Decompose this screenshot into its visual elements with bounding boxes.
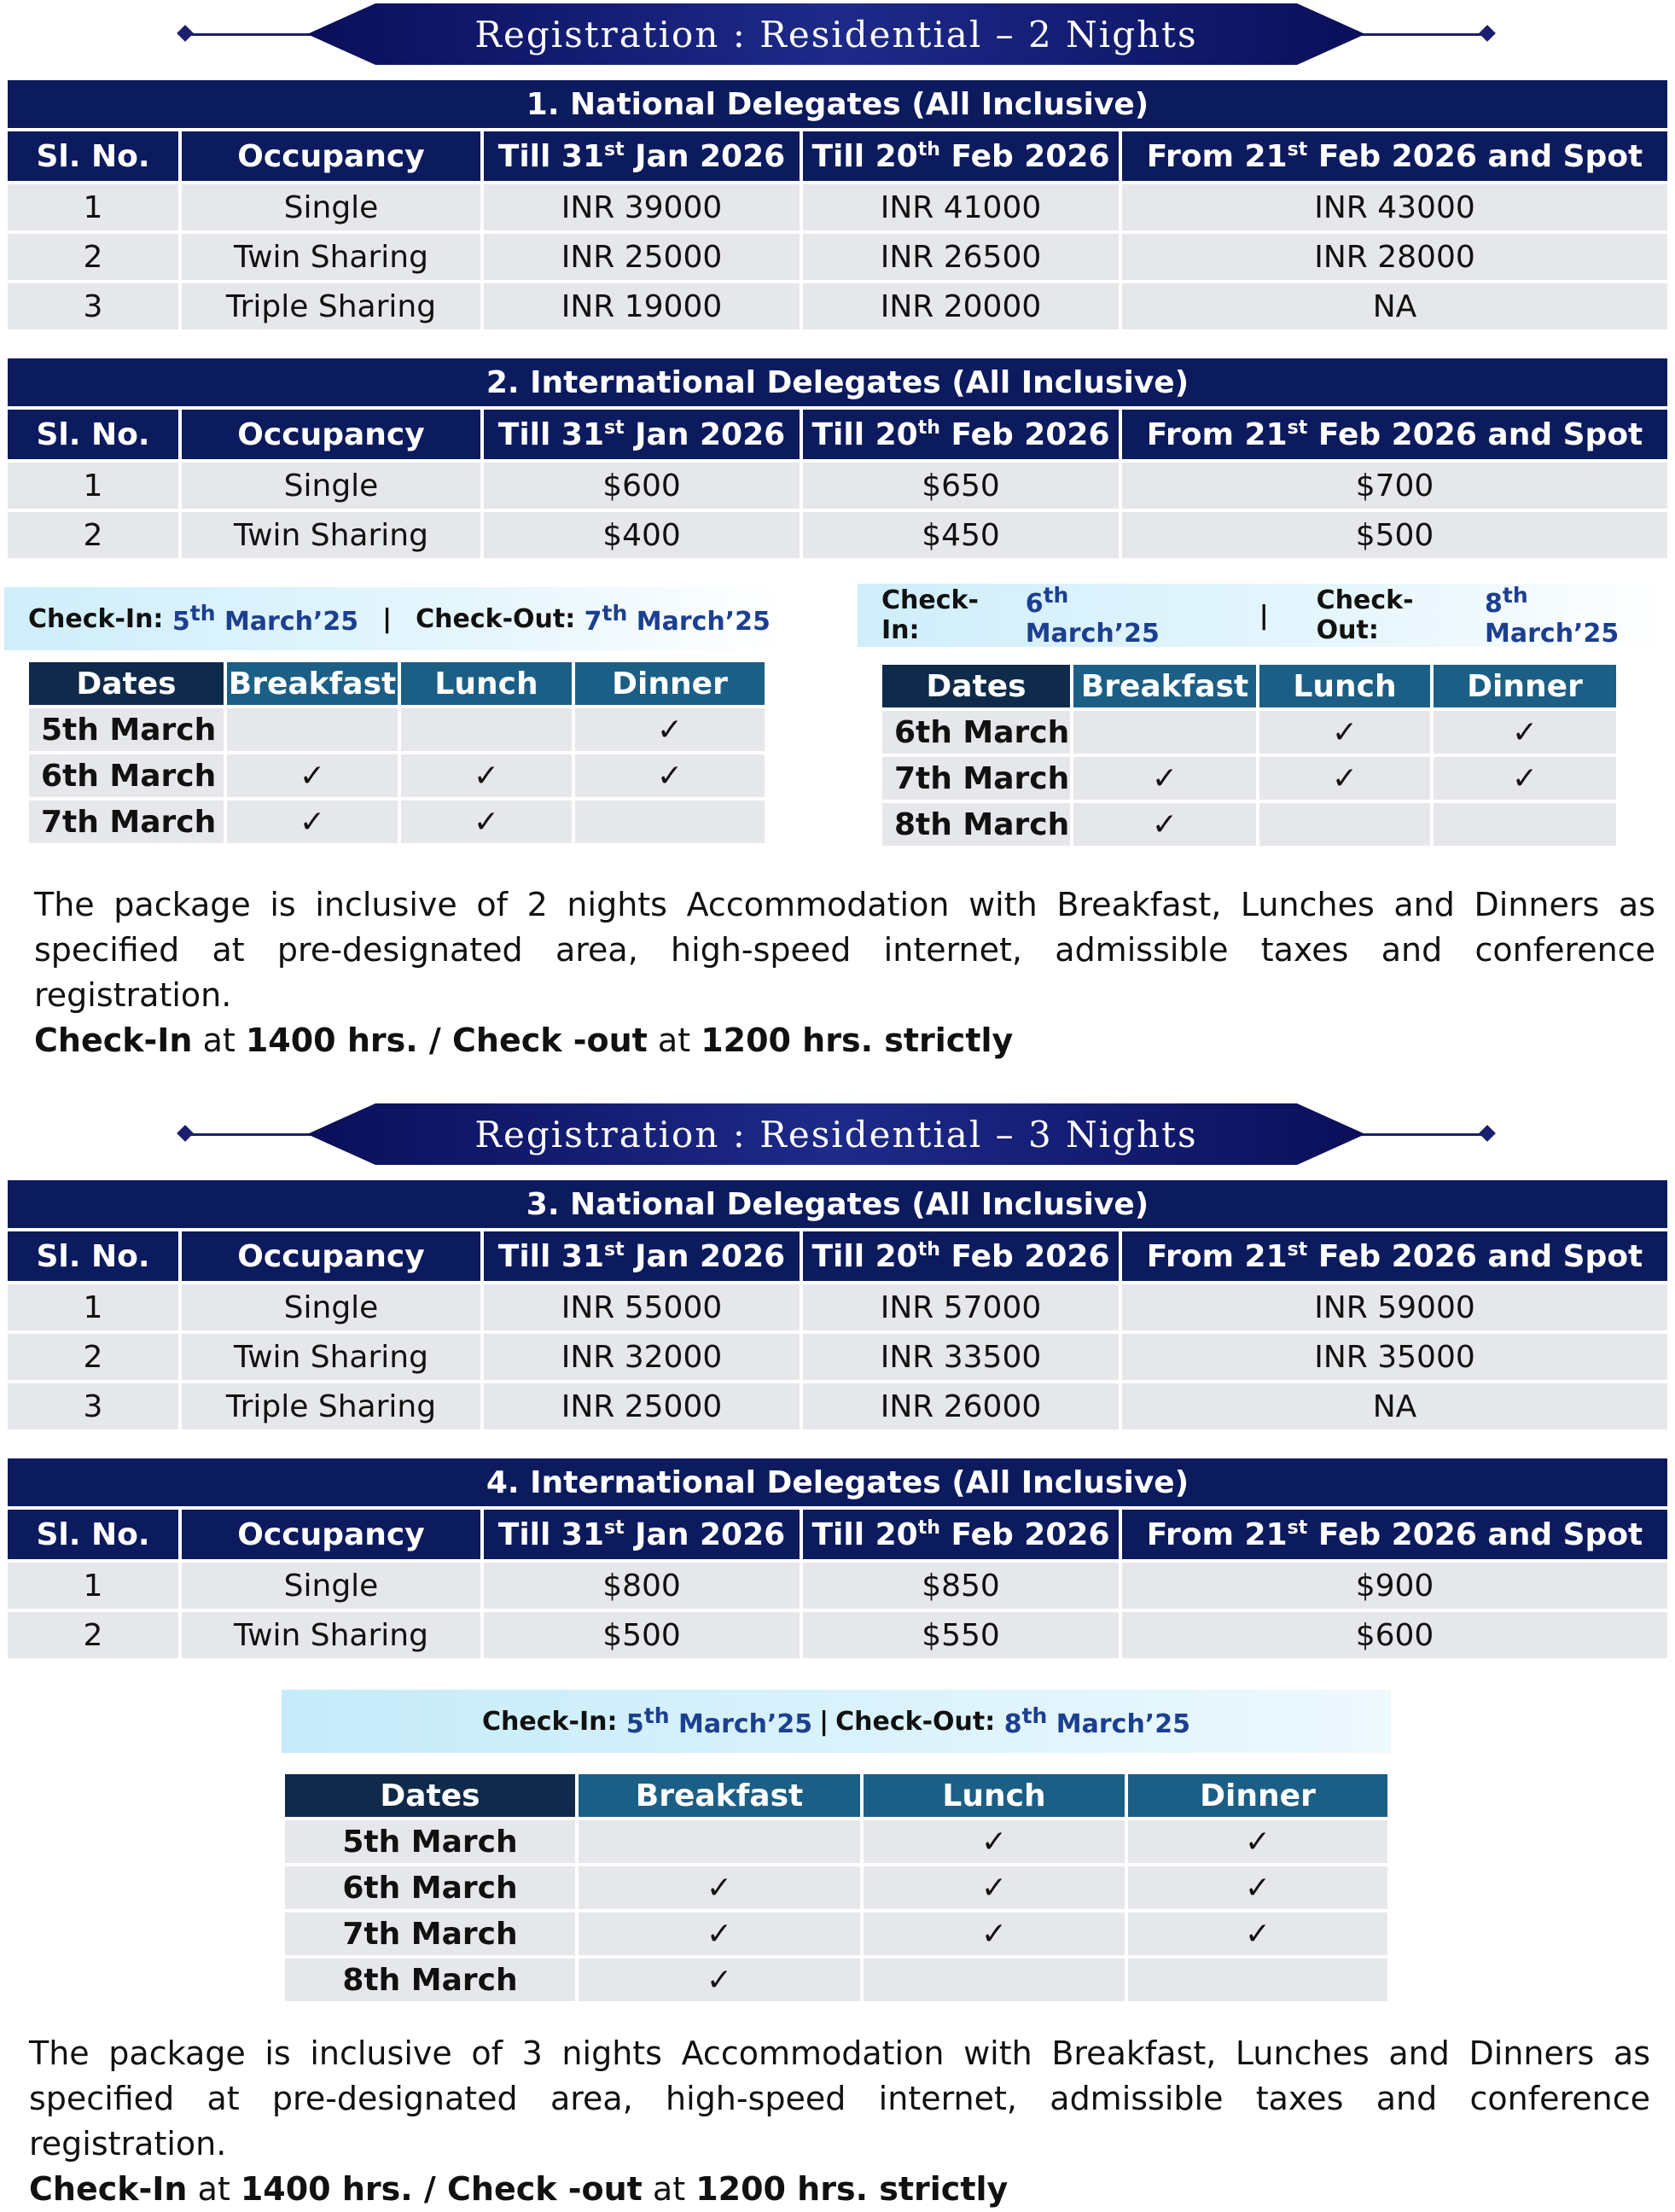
header-lunch: Lunch — [1259, 665, 1430, 707]
table-row — [8, 1284, 1667, 1330]
header-slno: Sl. No. — [8, 1510, 178, 1559]
table-row — [8, 234, 1667, 280]
cell-price: INR 33500 — [803, 1334, 1119, 1380]
cell-slno: 2 — [8, 234, 178, 280]
check-icon — [1128, 1959, 1387, 2001]
header-occupancy: Occupancy — [182, 1231, 480, 1281]
check-icon: ✓ — [864, 1820, 1125, 1863]
international-delegates-3n-table — [4, 1455, 1671, 1662]
check-icon: ✓ — [1128, 1912, 1387, 1955]
cell-date: 7th March — [29, 800, 224, 843]
package-note: The package is inclusive of 3 nights Accommodation with Breakfast, Lunches and Dinners as specified at pre-designated area, high-speed internet, admissible taxes and conference registration. Check-In at 1400 hrs. / Check -out at 1200 hrs. strictly — [29, 2034, 1650, 2208]
header-till-jan: Till 31st Jan 2026 — [484, 410, 800, 459]
cell-slno: 2 — [8, 512, 178, 558]
cell-price: INR 20000 — [803, 283, 1119, 329]
checkin-checkout-bar: Check-In: 5th March’25 | Check-Out: 7th March’25 — [4, 587, 785, 650]
checkin-checkout-bar: Check-In: 6th March’25 | Check-Out: 8th March’25 — [858, 584, 1671, 647]
check-icon: ✓ — [401, 754, 572, 797]
header-breakfast: Breakfast — [1073, 665, 1256, 707]
check-icon: ✓ — [579, 1959, 860, 2001]
check-icon — [1434, 803, 1616, 846]
cell-price: INR 55000 — [484, 1284, 800, 1330]
header-till-jan: Till 31st Jan 2026 — [484, 131, 800, 181]
cell-price: INR 59000 — [1122, 1284, 1667, 1330]
check-icon — [864, 1959, 1125, 2001]
cell-slno: 1 — [8, 1284, 178, 1330]
table-caption: 3. National Delegates (All Inclusive) — [8, 1180, 1667, 1228]
package-note: The package is inclusive of 2 nights Accommodation with Breakfast, Lunches and Dinners as specified at pre-designated area, high-speed internet, admissible taxes and conference registration. Check-In at 1400 hrs. / Check -out at 1200 hrs. strictly — [34, 886, 1655, 1059]
header-lunch: Lunch — [401, 662, 572, 705]
banner-title: Registration : Residential – 3 Nights — [474, 1114, 1198, 1155]
cell-price: INR 43000 — [1122, 184, 1667, 230]
cell-slno: 1 — [8, 1563, 178, 1609]
table-row — [8, 1563, 1667, 1609]
header-dates: Dates — [285, 1774, 575, 1817]
table-row — [285, 1959, 1387, 2001]
header-occupancy: Occupancy — [182, 1510, 480, 1559]
cell-slno: 2 — [8, 1612, 178, 1658]
cell-date: 6th March — [285, 1866, 575, 1909]
check-icon: ✓ — [1073, 803, 1256, 846]
cell-date: 5th March — [285, 1820, 575, 1863]
check-icon: ✓ — [401, 800, 572, 843]
cell-price: $900 — [1122, 1563, 1667, 1609]
header-occupancy: Occupancy — [182, 131, 480, 181]
cell-price: INR 32000 — [484, 1334, 800, 1380]
header-from-feb: From 21st Feb 2026 and Spot — [1122, 1510, 1667, 1559]
header-till-jan: Till 31st Jan 2026 — [484, 1231, 800, 1281]
table-row — [8, 512, 1667, 558]
cell-occupancy: Single — [182, 1563, 480, 1609]
cell-occupancy: Twin Sharing — [182, 512, 480, 558]
table-row — [882, 803, 1616, 846]
cell-price: $500 — [1122, 512, 1667, 558]
table-row — [8, 283, 1667, 329]
cell-price: INR 35000 — [1122, 1334, 1667, 1380]
cell-date: 6th March — [882, 711, 1070, 754]
table-row — [8, 1612, 1667, 1658]
note-text: The package is inclusive of 2 nights Accommodation with Breakfast, Lunches and Dinners as specified at pre-designated area, high-speed internet, admissible taxes and conference registration. — [34, 886, 1655, 1014]
cell-occupancy: Triple Sharing — [182, 1383, 480, 1429]
header-slno: Sl. No. — [8, 410, 178, 459]
table-caption: 1. National Delegates (All Inclusive) — [8, 80, 1667, 128]
cell-occupancy: Triple Sharing — [182, 283, 480, 329]
header-till-feb: Till 20th Feb 2026 — [803, 1510, 1119, 1559]
cell-occupancy: Single — [182, 463, 480, 509]
cell-occupancy: Single — [182, 1284, 480, 1330]
national-delegates-3n-table — [4, 1177, 1671, 1433]
header-slno: Sl. No. — [8, 1231, 178, 1281]
header-lunch: Lunch — [864, 1774, 1125, 1817]
banner-3-nights — [179, 1103, 1493, 1165]
cell-price: $800 — [484, 1563, 800, 1609]
cell-date: 8th March — [285, 1959, 575, 2001]
table-row — [285, 1820, 1387, 1863]
table-row — [285, 1912, 1387, 1955]
banner-2-nights — [179, 3, 1493, 65]
table-header-row — [8, 1231, 1667, 1281]
cell-price: INR 39000 — [484, 184, 800, 230]
cell-price: INR 25000 — [484, 234, 800, 280]
header-dinner: Dinner — [575, 662, 765, 705]
cell-occupancy: Twin Sharing — [182, 234, 480, 280]
cell-date: 7th March — [285, 1912, 575, 1955]
header-breakfast: Breakfast — [579, 1774, 860, 1817]
meal-schedule-table — [879, 661, 1620, 849]
check-icon: ✓ — [227, 800, 398, 843]
table-row — [8, 463, 1667, 509]
cell-occupancy: Single — [182, 184, 480, 230]
table-header-row — [8, 1510, 1667, 1559]
table-header-row — [8, 131, 1667, 181]
header-till-feb: Till 20th Feb 2026 — [803, 410, 1119, 459]
table-row — [8, 184, 1667, 230]
cell-price: $650 — [803, 463, 1119, 509]
header-dinner: Dinner — [1434, 665, 1616, 707]
cell-price: $400 — [484, 512, 800, 558]
check-icon: ✓ — [575, 754, 765, 797]
check-icon: ✓ — [227, 754, 398, 797]
meal-schedule-table — [282, 1771, 1391, 2005]
national-delegates-2n-table — [4, 77, 1671, 333]
check-icon — [401, 708, 572, 751]
check-icon: ✓ — [1434, 757, 1616, 800]
cell-price: INR 25000 — [484, 1383, 800, 1429]
banner-title: Registration : Residential – 2 Nights — [474, 14, 1198, 55]
header-dates: Dates — [29, 662, 224, 705]
table-caption: 2. International Delegates (All Inclusive) — [8, 358, 1667, 406]
cell-price: NA — [1122, 283, 1667, 329]
cell-slno: 3 — [8, 283, 178, 329]
check-icon: ✓ — [864, 1866, 1125, 1909]
header-till-jan: Till 31st Jan 2026 — [484, 1510, 800, 1559]
check-icon: ✓ — [1128, 1820, 1387, 1863]
check-icon: ✓ — [864, 1912, 1125, 1955]
cell-price: INR 28000 — [1122, 234, 1667, 280]
international-delegates-2n-table — [4, 355, 1671, 562]
cell-occupancy: Twin Sharing — [182, 1612, 480, 1658]
table-row — [29, 800, 765, 843]
cell-price: $550 — [803, 1612, 1119, 1658]
cell-slno: 1 — [8, 184, 178, 230]
cell-price: INR 19000 — [484, 283, 800, 329]
table-row — [285, 1866, 1387, 1909]
table-row — [882, 711, 1616, 754]
cell-slno: 2 — [8, 1334, 178, 1380]
cell-price: INR 26000 — [803, 1383, 1119, 1429]
check-icon — [579, 1820, 860, 1863]
header-till-feb: Till 20th Feb 2026 — [803, 1231, 1119, 1281]
header-from-feb: From 21st Feb 2026 and Spot — [1122, 1231, 1667, 1281]
check-icon: ✓ — [1259, 711, 1430, 754]
cell-date: 6th March — [29, 754, 224, 797]
cell-price: $850 — [803, 1563, 1119, 1609]
cell-price: $700 — [1122, 463, 1667, 509]
header-till-feb: Till 20th Feb 2026 — [803, 131, 1119, 181]
table-row — [29, 708, 765, 751]
check-icon — [1073, 711, 1256, 754]
check-icon: ✓ — [579, 1866, 860, 1909]
note-text: The package is inclusive of 3 nights Accommodation with Breakfast, Lunches and Dinners as specified at pre-designated area, high-speed internet, admissible taxes and conference registration. — [29, 2034, 1650, 2163]
check-icon: ✓ — [1128, 1866, 1387, 1909]
header-slno: Sl. No. — [8, 131, 178, 181]
header-dinner: Dinner — [1128, 1774, 1387, 1817]
cell-price: $450 — [803, 512, 1119, 558]
check-icon: ✓ — [1434, 711, 1616, 754]
header-breakfast: Breakfast — [227, 662, 398, 705]
header-occupancy: Occupancy — [182, 410, 480, 459]
cell-price: $600 — [484, 463, 800, 509]
cell-slno: 3 — [8, 1383, 178, 1429]
check-icon: ✓ — [1259, 757, 1430, 800]
check-icon — [1259, 803, 1430, 846]
cell-price: INR 26500 — [803, 234, 1119, 280]
cell-price: NA — [1122, 1383, 1667, 1429]
check-icon: ✓ — [1073, 757, 1256, 800]
table-row — [882, 757, 1616, 800]
check-icon — [227, 708, 398, 751]
cell-slno: 1 — [8, 463, 178, 509]
cell-price: $600 — [1122, 1612, 1667, 1658]
header-from-feb: From 21st Feb 2026 and Spot — [1122, 410, 1667, 459]
cell-price: $500 — [484, 1612, 800, 1658]
cell-occupancy: Twin Sharing — [182, 1334, 480, 1380]
table-header-row — [8, 410, 1667, 459]
cell-date: 8th March — [882, 803, 1070, 846]
cell-price: INR 57000 — [803, 1284, 1119, 1330]
table-row — [8, 1383, 1667, 1429]
table-row — [8, 1334, 1667, 1380]
table-caption: 4. International Delegates (All Inclusive) — [8, 1458, 1667, 1506]
header-from-feb: From 21st Feb 2026 and Spot — [1122, 131, 1667, 181]
check-icon: ✓ — [575, 708, 765, 751]
check-icon: ✓ — [579, 1912, 860, 1955]
table-row — [29, 754, 765, 797]
checkin-checkout-bar: Check-In: 5th March’25 | Check-Out: 8th March’25 — [282, 1690, 1391, 1753]
cell-date: 7th March — [882, 757, 1070, 800]
check-icon — [575, 800, 765, 843]
cell-price: INR 41000 — [803, 184, 1119, 230]
meal-schedule-table — [26, 659, 768, 847]
cell-date: 5th March — [29, 708, 224, 751]
header-dates: Dates — [882, 665, 1070, 707]
